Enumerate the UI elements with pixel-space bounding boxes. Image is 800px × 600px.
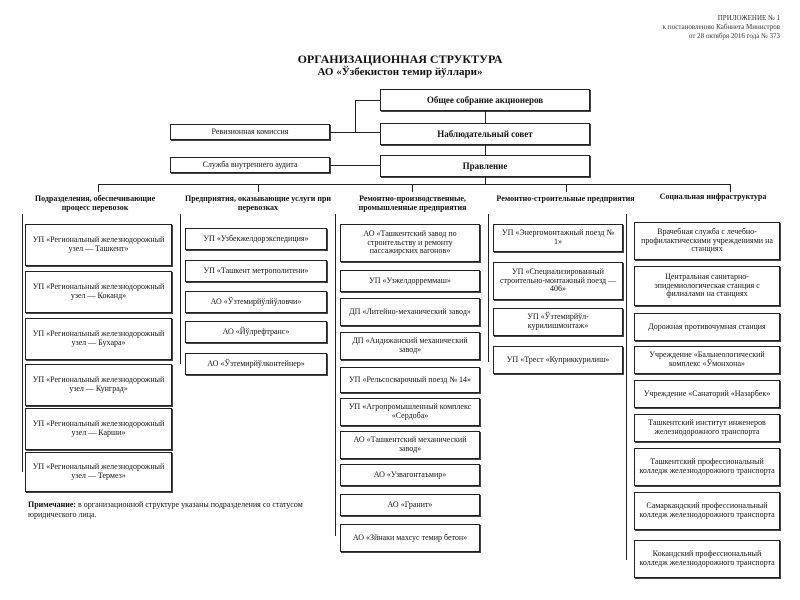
connector-audit-meeting-h bbox=[355, 100, 380, 101]
trunk-col-4 bbox=[488, 214, 489, 362]
col3-item-wagon-plant: АО «Ташкентский завод по строительству и ремонту пассажирских вагонов» bbox=[340, 224, 480, 262]
col2-item-metro: УП «Ташкент метрополитени» bbox=[185, 260, 327, 282]
bus-drop-col-1 bbox=[98, 184, 99, 192]
connector-internal-audit bbox=[330, 165, 380, 166]
col1-item-termez: УП «Региональный железнодорожный узел — Термез» bbox=[25, 452, 172, 492]
trunk-col-1 bbox=[22, 214, 23, 472]
connector-supervisory-board bbox=[485, 145, 486, 155]
col3-item-zinaki: АО «Зйнаки махсус темир бетон» bbox=[340, 524, 480, 552]
general-meeting-box: Общее собрание акционеров bbox=[380, 89, 590, 111]
column-header-services: Предприятия, оказывающие услуги при перевозках bbox=[184, 194, 332, 213]
title-line-2: АО «Ўзбекистон темир йўллари» bbox=[317, 66, 483, 79]
col5-item-tashkent-college: Ташкентский профессиональный колледж железнодорожного транспорта bbox=[634, 448, 780, 486]
col2-item-yulreftrans: АО «Йўлрефтранс» bbox=[185, 321, 327, 343]
appendix-caption bbox=[663, 14, 780, 40]
col1-item-karshi: УП «Региональный железнодорожный узел — Карши» bbox=[25, 408, 172, 450]
horizontal-bus bbox=[98, 184, 730, 185]
connector-audit-meeting-v bbox=[355, 100, 356, 132]
bus-drop-col-2 bbox=[258, 184, 259, 192]
board-box: Правление bbox=[380, 155, 590, 177]
column-header-transport: Подразделения, обеспечивающие процесс перевозок bbox=[34, 194, 156, 213]
col3-item-rail-welding: УП «Рельсосварочный поезд № 14» bbox=[340, 367, 480, 393]
bus-drop-col-5 bbox=[730, 184, 731, 192]
col3-item-foundry: ДП «Литейно-механический завод» bbox=[340, 298, 480, 326]
col3-item-remmash: УП «Узжелдорреммаш» bbox=[340, 270, 480, 292]
footnote-text: в организационной структуре указаны подразделения со статусом юридического лица. bbox=[28, 500, 303, 519]
col5-item-samarkand-college: Самаркандский профессиональный колледж железнодорожного транспорта bbox=[634, 492, 780, 530]
trunk-col-5 bbox=[626, 214, 627, 560]
connector-meeting-supervisory bbox=[485, 111, 486, 123]
col3-item-agro: УП «Агропромышленный комплекс «Сердоба» bbox=[340, 398, 480, 426]
col2-item-container: АО «Ўзтемирйўлконтейнер» bbox=[185, 353, 327, 375]
footnote-label: Примечание: bbox=[28, 500, 77, 509]
col5-item-medical: Врачебная служба с лечебно-профилактическими учреждениями на станциях bbox=[634, 222, 780, 260]
appendix-line-1: ПРИЛОЖЕНИЕ № 1 bbox=[717, 14, 780, 22]
col5-item-kokand-college: Кокандский профессиональный колледж железнодорожного транспорта bbox=[634, 540, 780, 578]
col3-item-andijan: ДП «Андижанский механический завод» bbox=[340, 332, 480, 360]
col1-item-tashkent: УП «Региональный железнодорожный узел — Ташкент» bbox=[25, 224, 172, 266]
col2-item-uzzheldorexp: УП «Узбекжелдорэкспедиция» bbox=[185, 228, 327, 250]
col5-item-nazarbek: Учреждение «Санаторий «Назарбек» bbox=[634, 380, 780, 408]
bus-drop-col-4 bbox=[566, 184, 567, 192]
col4-item-qurilish: УП «Ўзтемирйўл-курилишмонтаж» bbox=[493, 308, 623, 336]
col3-item-granit: АО «Гранит» bbox=[340, 494, 480, 516]
appendix-line-2: к постановлению Кабинета Министров bbox=[662, 22, 780, 31]
col5-item-sanepid: Центральная санитарно-эпидемиологическая станция с филиалами на станциях bbox=[634, 266, 780, 306]
column-header-construction: Ремонтно-строительные предприятия bbox=[496, 194, 635, 203]
col5-item-umonkhona: Учреждение «Бальнеологический комплекс «Ўмонхона» bbox=[634, 346, 780, 374]
internal-audit-box: Служба внутреннего аудита bbox=[170, 157, 330, 173]
title-line-1: ОРГАНИЗАЦИОННАЯ СТРУКТУРА bbox=[297, 52, 503, 66]
connector-board-bus bbox=[485, 177, 486, 184]
col1-item-bukhara: УП «Региональный железнодорожный узел — Бухара» bbox=[25, 318, 172, 360]
document-title bbox=[0, 52, 800, 80]
col1-item-kokand: УП «Региональный железнодорожный узел — Коканд» bbox=[25, 271, 172, 313]
col3-item-tashkent-mech: АО «Ташкентский механический завод» bbox=[340, 431, 480, 459]
appendix-line-3: от 28 октября 2016 года № 373 bbox=[688, 31, 780, 40]
audit-commission-box: Ревизионная комиссия bbox=[170, 124, 330, 140]
col5-item-tashiit: Ташкентский институт инженеров железнодорожного транспорта bbox=[634, 414, 780, 442]
col1-item-kungrad: УП «Региональный железнодорожный узел — Кунград» bbox=[25, 364, 172, 406]
col4-item-ssmp-406: УП «Специализированный строительно-монтажный поезд — 406» bbox=[493, 262, 623, 300]
col3-item-vagontamir: АО «Узвагонтаъмир» bbox=[340, 464, 480, 486]
bus-drop-col-3 bbox=[412, 184, 413, 192]
supervisory-board-box: Наблюдательный совет bbox=[380, 123, 590, 145]
column-header-social: Социальная инфраструктура bbox=[659, 192, 767, 201]
trunk-col-2 bbox=[180, 214, 181, 364]
col2-item-passenger: АО «Ўзтемирйўлйўловчи» bbox=[185, 291, 327, 313]
footnote bbox=[28, 500, 318, 519]
col4-item-energomontazh: УП «Энергомонтажный поезд № 1» bbox=[493, 224, 623, 252]
col5-item-antiplague: Дорожная противочумная станция bbox=[634, 313, 780, 341]
trunk-col-3 bbox=[335, 214, 336, 536]
connector-audit-commission bbox=[330, 132, 380, 133]
column-header-industrial: Ремонтно-производственные, промышленные предприятия bbox=[358, 194, 467, 213]
col4-item-kuprik: УП «Трест «Куприккурилиш» bbox=[493, 346, 623, 374]
